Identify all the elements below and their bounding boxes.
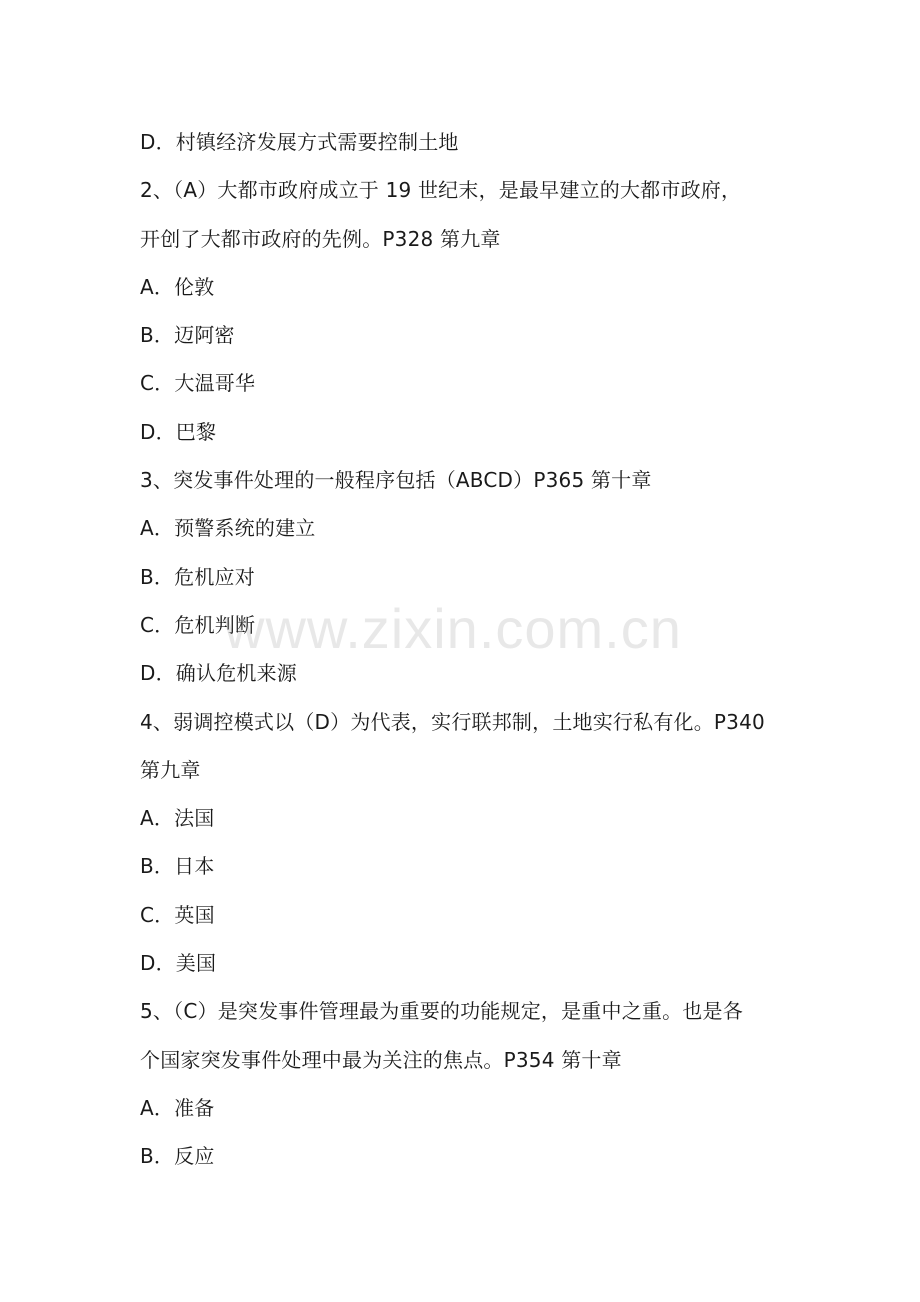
text-line: 5、（C）是突发事件管理最为重要的功能规定，是重中之重。也是各 — [140, 999, 743, 1024]
text-line: C．大温哥华 — [140, 371, 256, 396]
text-line: B．迈阿密 — [140, 323, 235, 348]
text-line: C．英国 — [140, 902, 215, 927]
text-line: A．准备 — [140, 1095, 215, 1120]
text-line: 3、突发事件处理的一般程序包括（ABCD）P365 第十章 — [140, 468, 652, 493]
text-line: 4、弱调控模式以（D）为代表，实行联邦制，土地实行私有化。P340 — [140, 709, 765, 734]
text-line: 第九章 — [140, 757, 201, 782]
text-line: 个国家突发事件处理中最为关注的焦点。P354 第十章 — [140, 1047, 622, 1072]
watermark: www.zixin.com.cn — [224, 597, 682, 660]
text-line: 2、（A）大都市政府成立于 19 世纪末，是最早建立的大都市政府， — [140, 178, 742, 203]
text-line: D．村镇经济发展方式需要控制土地 — [140, 130, 459, 154]
text-line: D．美国 — [140, 951, 217, 976]
text-line: B．反应 — [140, 1144, 215, 1169]
text-line: A．法国 — [140, 806, 215, 831]
text-line: D．巴黎 — [140, 419, 217, 444]
text-line: B．日本 — [140, 854, 215, 879]
text-line: A．预警系统的建立 — [140, 516, 316, 541]
text-line: B．危机应对 — [140, 564, 255, 589]
text-line: 开创了大都市政府的先例。P328 第九章 — [140, 226, 501, 251]
text-line: C．危机判断 — [140, 612, 256, 637]
text-line: A．伦敦 — [140, 274, 215, 299]
text-line: D．确认危机来源 — [140, 661, 298, 686]
